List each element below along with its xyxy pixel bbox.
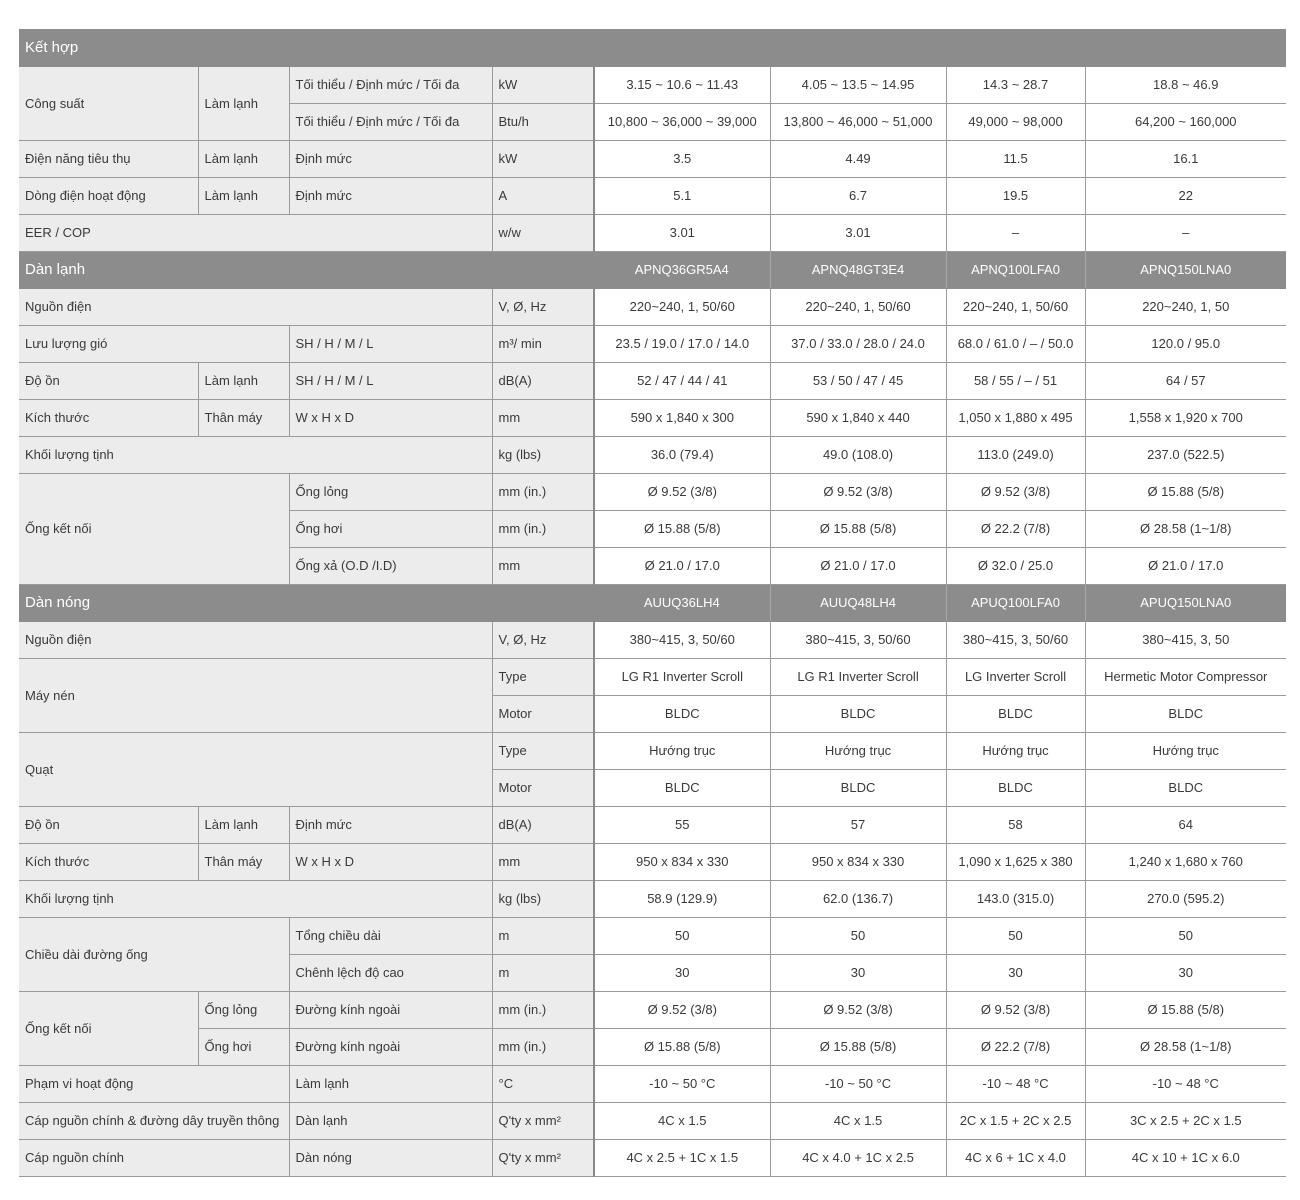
- row-label: Quạt: [19, 732, 492, 806]
- row-unit: m: [492, 917, 594, 954]
- spec-row: [19, 1028, 1286, 1065]
- row-unit: mm (in.): [492, 991, 594, 1028]
- row-unit: m: [492, 954, 594, 991]
- spec-value: 4.05 ~ 13.5 ~ 14.95: [770, 66, 946, 103]
- row-condition: Tổng chiều dài: [289, 917, 492, 954]
- row-unit: mm: [492, 547, 594, 584]
- row-sublabel: Làm lạnh: [198, 140, 289, 177]
- row-condition: Định mức: [289, 140, 492, 177]
- row-label: Nguồn điện: [19, 621, 492, 658]
- row-label: Nguồn điện: [19, 288, 492, 325]
- row-condition: SH / H / M / L: [289, 325, 492, 362]
- spec-value: 50: [770, 917, 946, 954]
- spec-row: [19, 177, 1286, 214]
- spec-value: 220~240, 1, 50/60: [946, 288, 1085, 325]
- spec-value: Ø 15.88 (5/8): [770, 1028, 946, 1065]
- spec-row: [19, 843, 1286, 880]
- spec-value: 3.01: [770, 214, 946, 251]
- spec-value: Ø 15.88 (5/8): [1085, 473, 1286, 510]
- row-unit: V, Ø, Hz: [492, 288, 594, 325]
- row-condition: Định mức: [289, 806, 492, 843]
- row-condition: Dàn nóng: [289, 1139, 492, 1176]
- spec-value: BLDC: [770, 769, 946, 806]
- spec-row: [19, 140, 1286, 177]
- spec-row: [19, 880, 1286, 917]
- header-spacer: [594, 29, 1286, 66]
- row-label: Độ ồn: [19, 806, 198, 843]
- spec-value: BLDC: [594, 695, 770, 732]
- spec-value: Ø 28.58 (1~1/8): [1085, 510, 1286, 547]
- row-unit: °C: [492, 1065, 594, 1102]
- spec-value: Ø 22.2 (7/8): [946, 1028, 1085, 1065]
- spec-value: Ø 9.52 (3/8): [946, 473, 1085, 510]
- spec-value: 30: [946, 954, 1085, 991]
- row-unit: mm: [492, 399, 594, 436]
- spec-value: 11.5: [946, 140, 1085, 177]
- spec-value: 52 / 47 / 44 / 41: [594, 362, 770, 399]
- row-label: Cáp nguồn chính: [19, 1139, 289, 1176]
- spec-value: Ø 9.52 (3/8): [594, 473, 770, 510]
- row-label: Khối lượng tịnh: [19, 436, 492, 473]
- spec-value: Ø 9.52 (3/8): [770, 473, 946, 510]
- spec-value: 237.0 (522.5): [1085, 436, 1286, 473]
- spec-row: [19, 1065, 1286, 1102]
- model-name: APUQ100LFA0: [946, 584, 1085, 621]
- row-unit: mm (in.): [492, 473, 594, 510]
- row-unit: A: [492, 177, 594, 214]
- spec-value: 58: [946, 806, 1085, 843]
- spec-value: 19.5: [946, 177, 1085, 214]
- spec-value: 6.7: [770, 177, 946, 214]
- row-unit: kW: [492, 140, 594, 177]
- spec-value: 380~415, 3, 50/60: [946, 621, 1085, 658]
- spec-value: 1,558 x 1,920 x 700: [1085, 399, 1286, 436]
- row-label: Chiều dài đường ống: [19, 917, 289, 991]
- spec-value: 58.9 (129.9): [594, 880, 770, 917]
- spec-value: Ø 15.88 (5/8): [594, 510, 770, 547]
- spec-value: 36.0 (79.4): [594, 436, 770, 473]
- spec-value: BLDC: [946, 695, 1085, 732]
- spec-value: 4.49: [770, 140, 946, 177]
- row-condition: Dàn lạnh: [289, 1102, 492, 1139]
- row-unit: Type: [492, 732, 594, 769]
- spec-value: 1,090 x 1,625 x 380: [946, 843, 1085, 880]
- spec-row: [19, 732, 1286, 769]
- spec-value: Hướng trục: [1085, 732, 1286, 769]
- spec-value: 3C x 2.5 + 2C x 1.5: [1085, 1102, 1286, 1139]
- spec-value: BLDC: [1085, 769, 1286, 806]
- row-unit: Btu/h: [492, 103, 594, 140]
- row-sublabel: Thân máy: [198, 843, 289, 880]
- section-outdoor-title: Dàn nóng: [19, 584, 594, 621]
- spec-value: 4C x 1.5: [770, 1102, 946, 1139]
- spec-value: Hướng trục: [946, 732, 1085, 769]
- spec-value: 5.1: [594, 177, 770, 214]
- spec-value: BLDC: [770, 695, 946, 732]
- spec-row: [19, 991, 1286, 1028]
- spec-value: 590 x 1,840 x 300: [594, 399, 770, 436]
- row-unit: mm (in.): [492, 1028, 594, 1065]
- row-condition: Ống xả (O.D /I.D): [289, 547, 492, 584]
- spec-row: [19, 362, 1286, 399]
- spec-value: 220~240, 1, 50: [1085, 288, 1286, 325]
- spec-value: LG R1 Inverter Scroll: [594, 658, 770, 695]
- spec-value: 3.5: [594, 140, 770, 177]
- spec-row: [19, 917, 1286, 954]
- spec-value: 64: [1085, 806, 1286, 843]
- spec-row: [19, 806, 1286, 843]
- spec-value: 64,200 ~ 160,000: [1085, 103, 1286, 140]
- row-unit: Q'ty x mm²: [492, 1139, 594, 1176]
- row-label: Lưu lượng gió: [19, 325, 289, 362]
- spec-value: LG Inverter Scroll: [946, 658, 1085, 695]
- spec-value: Hướng trục: [770, 732, 946, 769]
- model-name: AUUQ48LH4: [770, 584, 946, 621]
- spec-row: [19, 621, 1286, 658]
- spec-value: Ø 9.52 (3/8): [594, 991, 770, 1028]
- row-condition: Tối thiểu / Định mức / Tối đa: [289, 103, 492, 140]
- spec-row: [19, 325, 1286, 362]
- spec-value: Ø 28.58 (1~1/8): [1085, 1028, 1286, 1065]
- row-label: Khối lượng tịnh: [19, 880, 492, 917]
- row-label: Cáp nguồn chính & đường dây truyền thông: [19, 1102, 289, 1139]
- spec-value: 22: [1085, 177, 1286, 214]
- spec-value: 3.15 ~ 10.6 ~ 11.43: [594, 66, 770, 103]
- spec-row: [19, 399, 1286, 436]
- spec-value: 380~415, 3, 50: [1085, 621, 1286, 658]
- row-unit: Q'ty x mm²: [492, 1102, 594, 1139]
- spec-value: 120.0 / 95.0: [1085, 325, 1286, 362]
- row-sublabel: Thân máy: [198, 399, 289, 436]
- spec-value: 13,800 ~ 46,000 ~ 51,000: [770, 103, 946, 140]
- row-condition: Ống lỏng: [289, 473, 492, 510]
- row-unit: Motor: [492, 695, 594, 732]
- spec-value: 4C x 10 + 1C x 6.0: [1085, 1139, 1286, 1176]
- spec-value: 49,000 ~ 98,000: [946, 103, 1085, 140]
- spec-value: -10 ~ 50 °C: [770, 1065, 946, 1102]
- row-label: Phạm vi hoạt động: [19, 1065, 289, 1102]
- spec-value: 49.0 (108.0): [770, 436, 946, 473]
- spec-value: 62.0 (136.7): [770, 880, 946, 917]
- spec-value: 590 x 1,840 x 440: [770, 399, 946, 436]
- row-condition: W x H x D: [289, 843, 492, 880]
- spec-row: [19, 436, 1286, 473]
- spec-value: 50: [594, 917, 770, 954]
- spec-value: Hướng trục: [594, 732, 770, 769]
- row-unit: mm: [492, 843, 594, 880]
- row-unit: kg (lbs): [492, 880, 594, 917]
- spec-value: Ø 22.2 (7/8): [946, 510, 1085, 547]
- spec-value: Ø 21.0 / 17.0: [1085, 547, 1286, 584]
- spec-table: [19, 29, 1286, 1177]
- row-condition: W x H x D: [289, 399, 492, 436]
- spec-value: 37.0 / 33.0 / 28.0 / 24.0: [770, 325, 946, 362]
- spec-value: 10,800 ~ 36,000 ~ 39,000: [594, 103, 770, 140]
- row-sublabel: Làm lạnh: [198, 177, 289, 214]
- spec-value: Ø 21.0 / 17.0: [594, 547, 770, 584]
- row-unit: dB(A): [492, 806, 594, 843]
- spec-value: 30: [770, 954, 946, 991]
- row-sublabel: Làm lạnh: [198, 806, 289, 843]
- model-name: APNQ48GT3E4: [770, 251, 946, 288]
- model-name: APUQ150LNA0: [1085, 584, 1286, 621]
- spec-value: 113.0 (249.0): [946, 436, 1085, 473]
- spec-value: 53 / 50 / 47 / 45: [770, 362, 946, 399]
- spec-row: [19, 473, 1286, 510]
- spec-value: -10 ~ 48 °C: [1085, 1065, 1286, 1102]
- spec-value: –: [1085, 214, 1286, 251]
- spec-value: 380~415, 3, 50/60: [770, 621, 946, 658]
- spec-value: 270.0 (595.2): [1085, 880, 1286, 917]
- row-condition: Chênh lệch độ cao: [289, 954, 492, 991]
- spec-value: 23.5 / 19.0 / 17.0 / 14.0: [594, 325, 770, 362]
- spec-value: 55: [594, 806, 770, 843]
- spec-value: –: [946, 214, 1085, 251]
- spec-value: 57: [770, 806, 946, 843]
- spec-value: 30: [1085, 954, 1286, 991]
- spec-value: 1,050 x 1,880 x 495: [946, 399, 1085, 436]
- model-name: APNQ100LFA0: [946, 251, 1085, 288]
- spec-value: 950 x 834 x 330: [770, 843, 946, 880]
- spec-value: 4C x 2.5 + 1C x 1.5: [594, 1139, 770, 1176]
- spec-value: 18.8 ~ 46.9: [1085, 66, 1286, 103]
- spec-value: BLDC: [1085, 695, 1286, 732]
- row-unit: V, Ø, Hz: [492, 621, 594, 658]
- model-name: AUUQ36LH4: [594, 584, 770, 621]
- spec-row: [19, 1139, 1286, 1176]
- section-indoor-header-row: [19, 251, 1286, 288]
- spec-value: 4C x 4.0 + 1C x 2.5: [770, 1139, 946, 1176]
- row-label: Công suất: [19, 66, 198, 140]
- spec-value: Ø 15.88 (5/8): [594, 1028, 770, 1065]
- row-unit: kg (lbs): [492, 436, 594, 473]
- spec-value: 16.1: [1085, 140, 1286, 177]
- spec-value: 64 / 57: [1085, 362, 1286, 399]
- model-name: APNQ150LNA0: [1085, 251, 1286, 288]
- row-sublabel: Làm lạnh: [198, 362, 289, 399]
- spec-value: 143.0 (315.0): [946, 880, 1085, 917]
- spec-row: [19, 1102, 1286, 1139]
- spec-value: 68.0 / 61.0 / – / 50.0: [946, 325, 1085, 362]
- row-unit: dB(A): [492, 362, 594, 399]
- row-unit: mm (in.): [492, 510, 594, 547]
- row-condition: Làm lạnh: [289, 1065, 492, 1102]
- spec-value: LG R1 Inverter Scroll: [770, 658, 946, 695]
- row-condition: Tối thiểu / Định mức / Tối đa: [289, 66, 492, 103]
- spec-value: BLDC: [594, 769, 770, 806]
- spec-value: -10 ~ 50 °C: [594, 1065, 770, 1102]
- section-outdoor-header-row: [19, 584, 1286, 621]
- spec-value: Ø 15.88 (5/8): [1085, 991, 1286, 1028]
- row-label: Độ ồn: [19, 362, 198, 399]
- spec-value: 3.01: [594, 214, 770, 251]
- spec-value: 14.3 ~ 28.7: [946, 66, 1085, 103]
- spec-value: 50: [1085, 917, 1286, 954]
- spec-row: [19, 214, 1286, 251]
- spec-value: 2C x 1.5 + 2C x 2.5: [946, 1102, 1085, 1139]
- row-label: Kích thước: [19, 843, 198, 880]
- spec-value: Ø 32.0 / 25.0: [946, 547, 1085, 584]
- spec-value: Ø 21.0 / 17.0: [770, 547, 946, 584]
- spec-row: [19, 66, 1286, 103]
- row-unit: Motor: [492, 769, 594, 806]
- spec-value: 220~240, 1, 50/60: [770, 288, 946, 325]
- row-label: Ống kết nối: [19, 991, 198, 1065]
- row-sublabel: Ống lỏng: [198, 991, 289, 1028]
- spec-value: 220~240, 1, 50/60: [594, 288, 770, 325]
- section-combo-header-row: [19, 29, 1286, 66]
- spec-value: 950 x 834 x 330: [594, 843, 770, 880]
- row-unit: kW: [492, 66, 594, 103]
- row-label: Ống kết nối: [19, 473, 289, 584]
- row-condition: Định mức: [289, 177, 492, 214]
- row-unit: m³/ min: [492, 325, 594, 362]
- spec-value: 58 / 55 / – / 51: [946, 362, 1085, 399]
- spec-value: 50: [946, 917, 1085, 954]
- model-name: APNQ36GR5A4: [594, 251, 770, 288]
- spec-row: [19, 658, 1286, 695]
- section-combo-title: Kết hợp: [19, 29, 594, 66]
- row-unit: Type: [492, 658, 594, 695]
- row-label: Dòng điện hoạt động: [19, 177, 198, 214]
- spec-row: [19, 288, 1286, 325]
- row-label: Điện năng tiêu thụ: [19, 140, 198, 177]
- row-condition: Ống hơi: [289, 510, 492, 547]
- spec-value: -10 ~ 48 °C: [946, 1065, 1085, 1102]
- row-condition: Đường kính ngoài: [289, 991, 492, 1028]
- spec-value: 4C x 6 + 1C x 4.0: [946, 1139, 1085, 1176]
- spec-value: Ø 9.52 (3/8): [770, 991, 946, 1028]
- spec-value: Ø 9.52 (3/8): [946, 991, 1085, 1028]
- spec-value: Ø 15.88 (5/8): [770, 510, 946, 547]
- row-sublabel: Ống hơi: [198, 1028, 289, 1065]
- row-unit: w/w: [492, 214, 594, 251]
- row-condition: SH / H / M / L: [289, 362, 492, 399]
- row-condition: Đường kính ngoài: [289, 1028, 492, 1065]
- row-label: Kích thước: [19, 399, 198, 436]
- row-sublabel: Làm lạnh: [198, 66, 289, 140]
- section-indoor-title: Dàn lạnh: [19, 251, 594, 288]
- row-label: EER / COP: [19, 214, 492, 251]
- spec-value: 380~415, 3, 50/60: [594, 621, 770, 658]
- spec-value: Hermetic Motor Compressor: [1085, 658, 1286, 695]
- row-label: Máy nén: [19, 658, 492, 732]
- spec-value: BLDC: [946, 769, 1085, 806]
- spec-value: 4C x 1.5: [594, 1102, 770, 1139]
- spec-value: 1,240 x 1,680 x 760: [1085, 843, 1286, 880]
- spec-value: 30: [594, 954, 770, 991]
